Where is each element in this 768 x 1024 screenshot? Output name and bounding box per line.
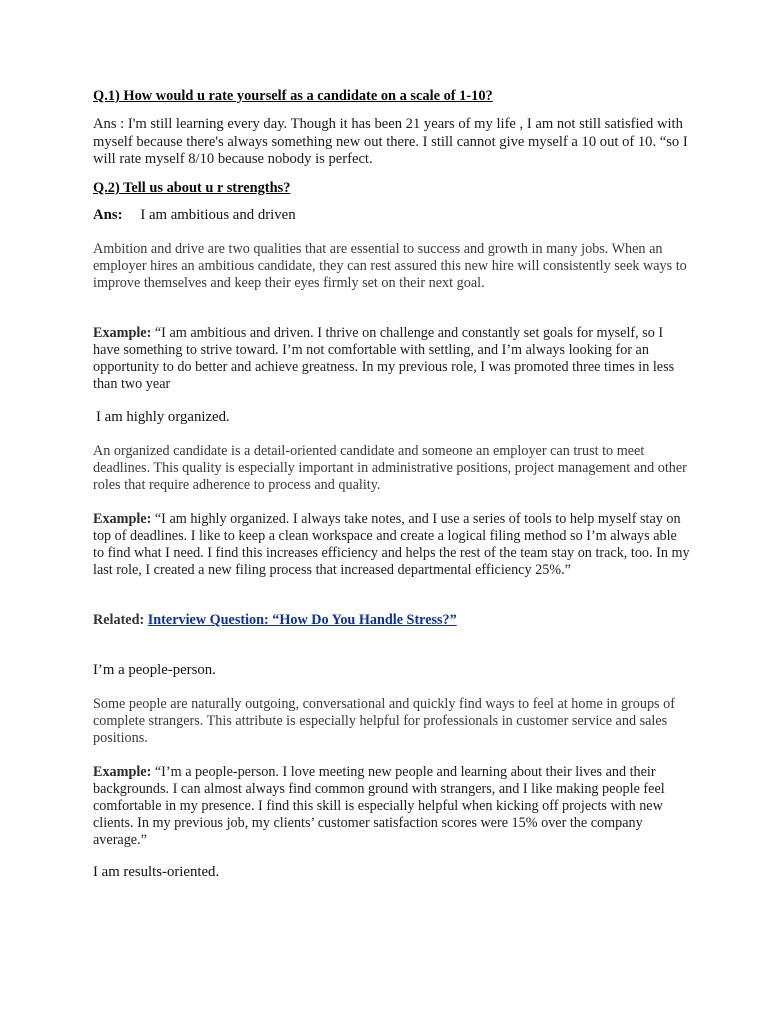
people-description: Some people are naturally outgoing, conversational and quickly find ways to feel at home in groups of complete strangers. This attribute is especially helpful for professionals in customer service and sales positions. bbox=[93, 696, 675, 746]
answer-2-label: Ans: bbox=[93, 207, 123, 223]
people-example-text: “I’m a people-person. I love meeting new people and learning about their lives and their backgrounds. I can almost always find common ground with strangers, and I like making people feel comfortable in my presence. I find this skill is especially helpful when kicking off projects with new clients. In my previous job, my clients’ customer satisfaction scores were 15% over the company average.” bbox=[93, 764, 665, 848]
people-example-label: Example: bbox=[93, 764, 152, 780]
organized-example-text: “I am highly organized. I always take notes, and I use a series of tools to help myself stay on top of deadlines. I like to keep a clean workspace and create a logical filing method so I’m always able to find what I need. I find this increases efficiency and helps the rest of the team stay on track, too. In my last role, I created a new filing process that increased departmental efficiency 25%.” bbox=[93, 511, 690, 578]
question-2: Q.2) Tell us about u r strengths? bbox=[93, 180, 291, 196]
people-example bbox=[93, 764, 690, 849]
question-1: Q.1) How would u rate yourself as a candidate on a scale of 1-10? bbox=[93, 88, 493, 104]
ambitious-example-label: Example: bbox=[93, 325, 152, 341]
related-link[interactable]: Interview Question: “How Do You Handle Stress?” bbox=[147, 612, 457, 628]
answer-1: Ans : I'm still learning every day. Though it has been 21 years of my life , I am not still satisfied with myself because there's always something new out there. I still cannot give myself a 10 out of 10. “so I will rate myself 8/10 because nobody is perfect. bbox=[93, 116, 688, 167]
ambitious-example-text: “I am ambitious and driven. I thrive on challenge and constantly set goals for myself, so I have something to strive toward. I’m not comfortable with settling, and I’m always looking for an opportunity to do better and achieve greatness. In my previous role, I was promoted three times in less than two year bbox=[93, 325, 675, 392]
people-heading: I’m a people-person. bbox=[93, 662, 216, 678]
organized-heading: I am highly organized. bbox=[96, 409, 230, 425]
ambitious-description: Ambition and drive are two qualities that are essential to success and growth in many jobs. When an employer hires an ambitious candidate, they can rest assured this new hire will consistently seek ways to improve themselves and keep their eyes firmly set on their next goal. bbox=[93, 241, 687, 291]
results-heading: I am results-oriented. bbox=[93, 864, 220, 880]
related-line bbox=[93, 612, 690, 629]
ambitious-example bbox=[93, 325, 690, 393]
organized-example-label: Example: bbox=[93, 511, 152, 527]
organized-example bbox=[93, 511, 690, 579]
answer-2-line bbox=[93, 207, 690, 224]
related-label: Related: bbox=[93, 612, 145, 628]
answer-2-text: I am ambitious and driven bbox=[140, 207, 296, 223]
organized-description: An organized candidate is a detail-oriented candidate and someone an employer can trust to meet deadlines. This quality is especially important in administrative positions, project management and other roles that require adherence to process and quality. bbox=[93, 443, 687, 493]
